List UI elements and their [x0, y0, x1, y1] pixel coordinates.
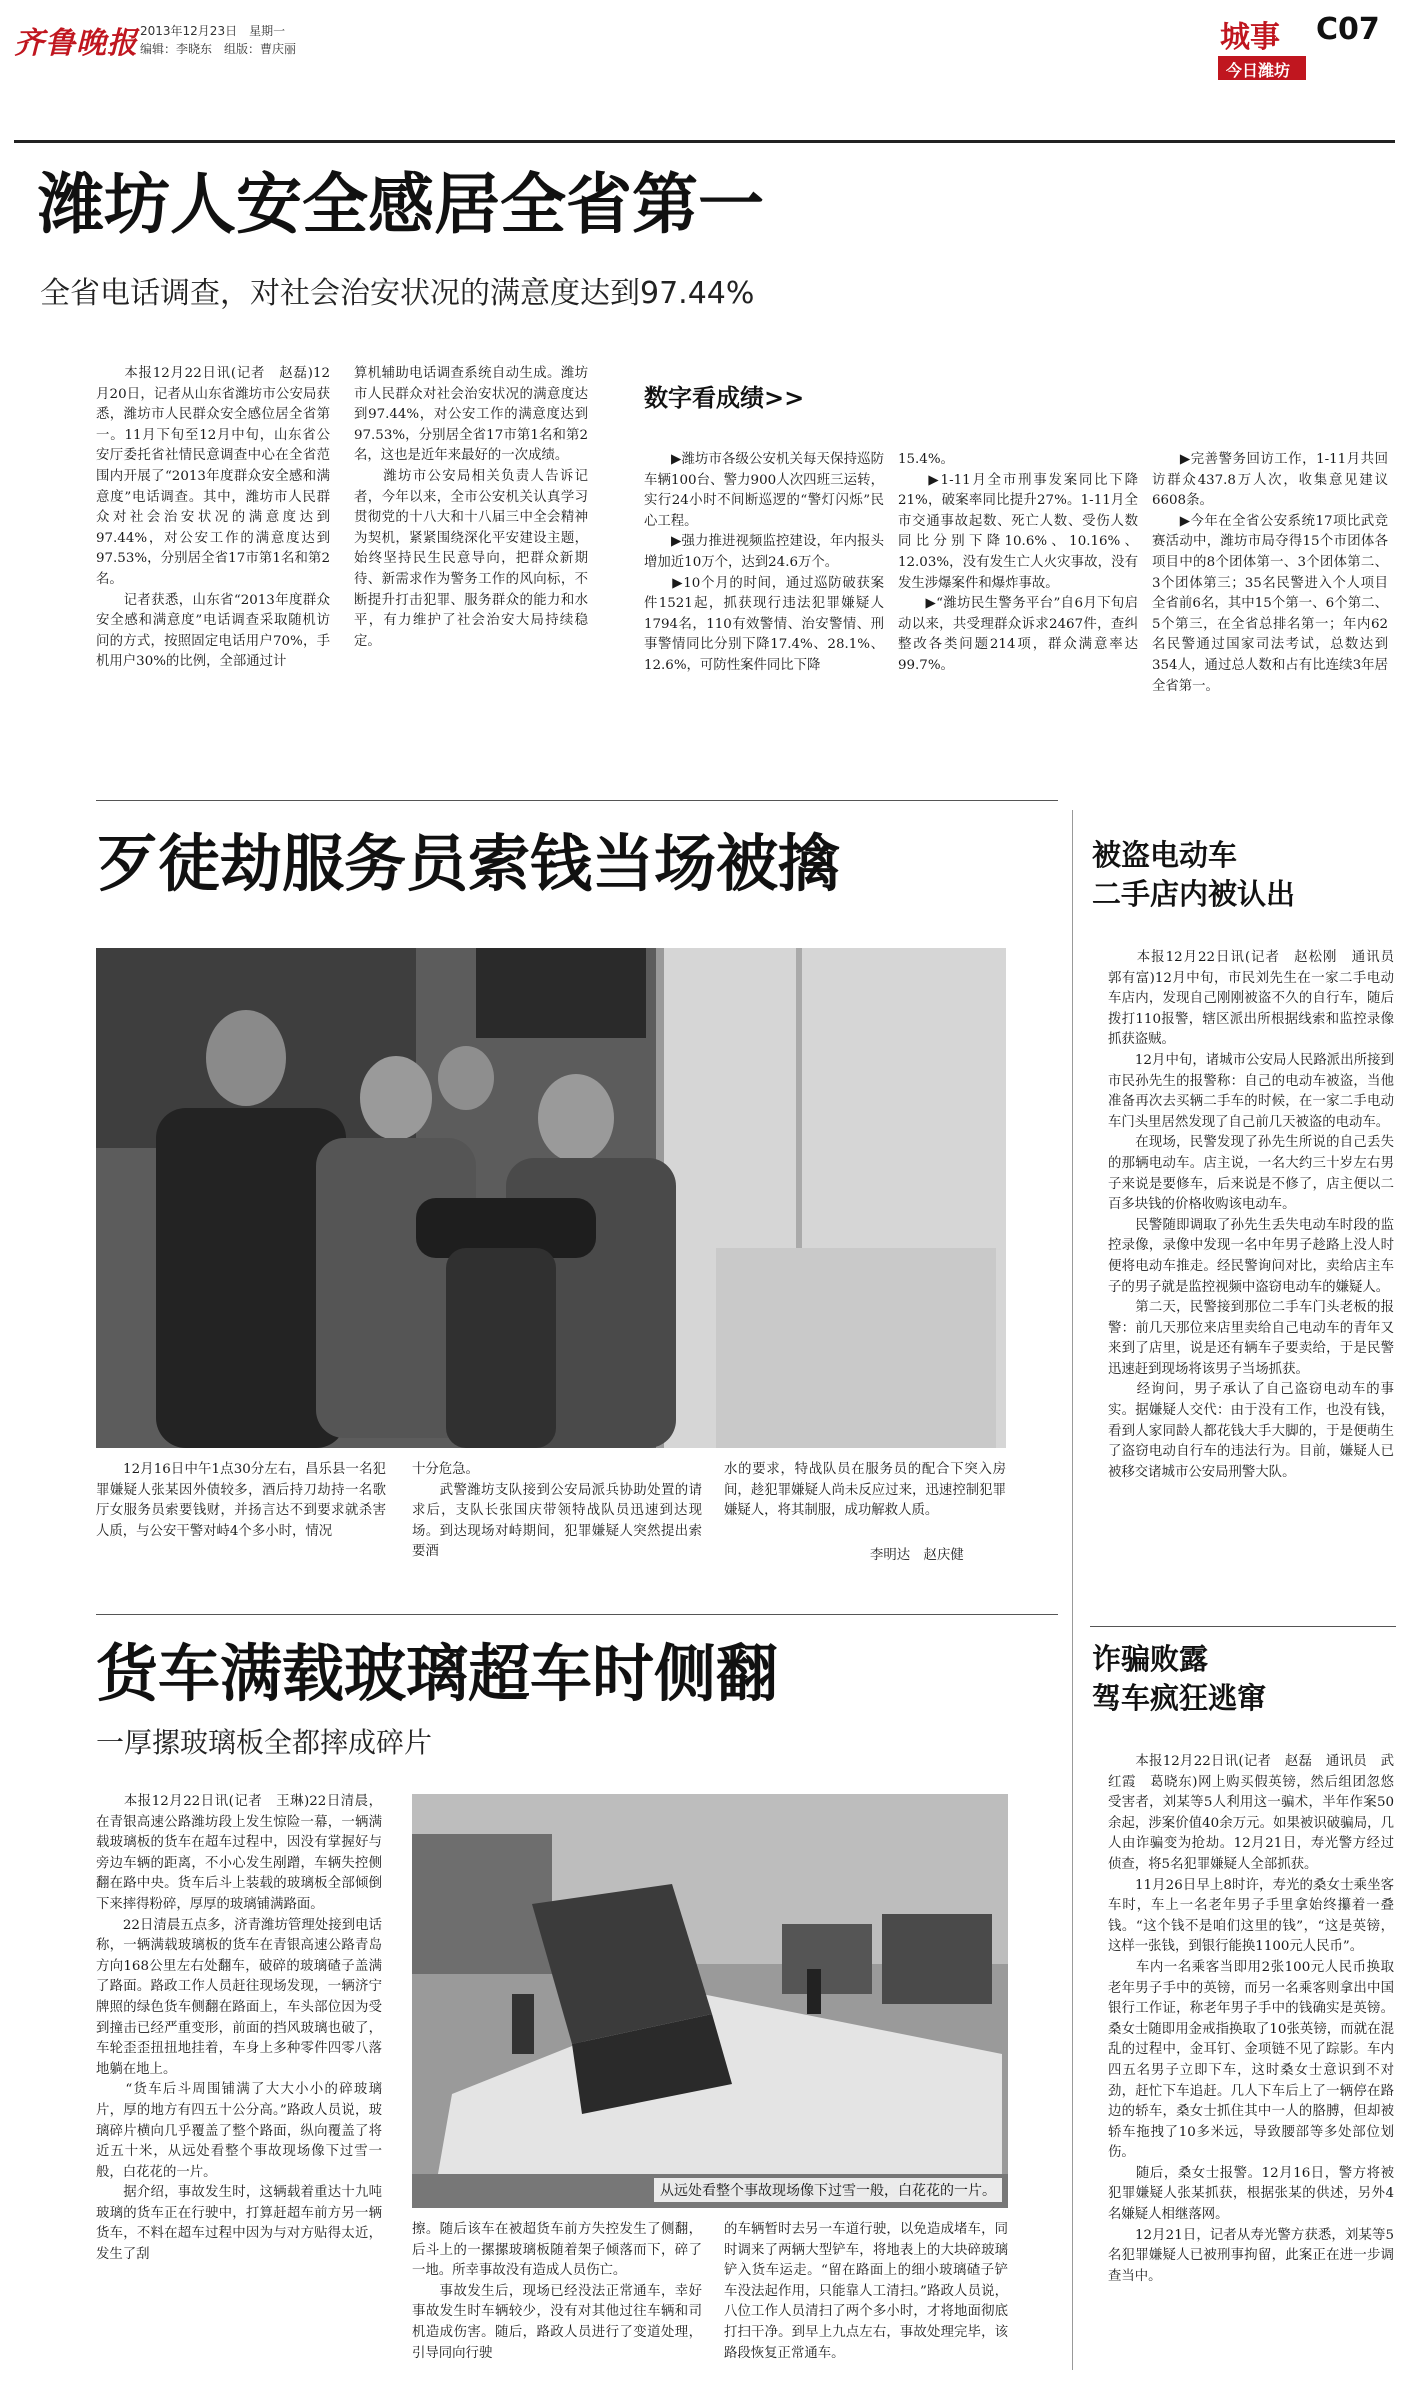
story5-column-3: 的车辆暂时去另一车道行驶，以免造成堵车，同时调来了两辆大型铲车，将地表上的大块碎玻璃铲入货车运走。“留在路面上的细小玻璃碴子铲车没法起作用，只能靠人工清扫。”路政人员说，八位工作人员清扫了两个多小时，才将地面彻底打扫干净。到早上九点左右，事故处理完毕，该路段恢复正常通车。: [724, 2222, 1008, 2361]
section-subtitle: 今日潍坊: [1226, 61, 1291, 80]
stats-box-title: 数字看成绩>>: [644, 384, 805, 412]
story1-column-1: 本报12月22日讯(记者 赵磊)12月20日，记者从山东省潍坊市公安局获悉，潍坊市人民群众安全感位居全省第一。11月下旬至12月中旬，山东省公安厅委托省社情民意调查中心在全省范围内开展了“2013年度群众安全感和满意度”电话调查。其中，潍坊市人民群众对社会治安状况的满意度达到97.44%，对公安工作的满意度达到97.53%，分别居全省17市第1名和第2名。 记者获悉，山东省“2013年度群众安全感和满意度”电话调查采取随机访问的方式，按照固定电话用户70%，手机用户30%的比例，全部通过计: [96, 366, 330, 670]
story1-headline: 潍坊人安全感居全省第一: [38, 166, 764, 243]
robbery-arrest-photo: [96, 948, 1006, 1448]
truck-accident-photo-image: [412, 1794, 1008, 2208]
story2-column-1: 12月16日中午1点30分左右，昌乐县一名犯罪嫌疑人张某因外债较多，酒后持刀劫持一名歌厅女服务员索要钱财，并扬言达不到要求就杀害人质，与公安干警对峙4个多小时，情况: [96, 1462, 386, 1539]
story2-byline: 李明达 赵庆健: [870, 1548, 964, 1563]
story1-subtitle: 全省电话调查，对社会治安状况的满意度达到97.44%: [40, 276, 755, 311]
story2-column-3: 水的要求，特战队员在服务员的配合下突入房间，趁犯罪嫌疑人尚未反应过来，迅速控制犯罪嫌疑人，将其制服，成功解救人质。: [724, 1462, 1006, 1519]
stats-box: [622, 364, 1396, 784]
masthead-rule: [14, 140, 1395, 143]
sidebar-rule: [1090, 1626, 1396, 1627]
story2-headline: 歹徒劫服务员索钱当场被擒: [96, 827, 841, 900]
story5-subtitle: 一厚摞玻璃板全都摔成碎片: [96, 1726, 433, 1759]
story4-headline: 诈骗败露 驾车疯狂逃窜: [1092, 1642, 1267, 1715]
stats-column-1: ▶潍坊市各级公安机关每天保持巡防车辆100台、警力900人次四班三运转，实行24小时不间断巡逻的“警灯闪烁”民心工程。 ▶强力推进视频监控建设，年内报头增加近10万个，达到24.6万个。 ▶10个月的时间，通过巡防破获案件1521起，抓获现行违法犯罪嫌疑人1794名，110有效警情、治安警情、刑事警情同比分别下降17.4%、28.1%、12.6%，可防性案件同比下降: [644, 452, 884, 673]
stats-column-2: 15.4%。 ▶1-11月全市刑事发案同比下降21%，破案率同比提升27%。1-11月全市交通事故起数、死亡人数、受伤人数同比分别下降10.6%、10.16%、12.03%，没有发生亡人火灾事故，没有发生涉爆案件和爆炸事故。 ▶“潍坊民生警务平台”自6月下旬启动以来，共受理群众诉求2467件，查纠整改各类问题214项，群众满意率达99.7%。: [898, 452, 1138, 673]
story1-column-2: 算机辅助电话调查系统自动生成。潍坊市人民群众对社会治安状况的满意度达到97.44%，对公安工作的满意度达到97.53%，分别居全省17市第1名和第2名，这也是近年来最好的一次成绩。 潍坊市公安局相关负责人告诉记者，今年以来，全市公安机关认真学习贯彻党的十八大和十八届三中全会精神为契机，紧紧围绕深化平安建设主题，始终坚持民生民意导向，把群众新期待、新需求作为警务工作的风向标，不断提升打击犯罪、服务群众的能力和水平，有力维护了社会治安大局持续稳定。: [354, 366, 588, 649]
newspaper-logo: 齐鲁晚报: [14, 26, 138, 61]
story2-column-2: 十分危急。 武警潍坊支队接到公安局派兵协助处置的请求后，支队长张国庆带领特战队员迅速到达现场。到达现场对峙期间，犯罪嫌疑人突然提出索要酒: [412, 1462, 702, 1560]
story1-bottom-rule: [96, 800, 1058, 801]
issue-date-line: [140, 22, 285, 39]
robbery-arrest-photo-image: [96, 948, 1006, 1448]
masthead: [0, 0, 1409, 95]
story2-bottom-rule: [96, 1614, 1058, 1615]
story5-column-1: 本报12月22日讯(记者 王琳)22日清晨，在青银高速公路潍坊段上发生惊险一幕，一辆满载玻璃板的货车在超车过程中，因没有掌握好与旁边车辆的距离，不小心发生剐蹭，车辆失控侧翻在路中央。货车后斗上装载的玻璃板全部倾倒下来摔得粉碎，厚厚的玻璃铺满路面。 22日清晨五点多，济青潍坊管理处接到电话称，一辆满载玻璃板的货车在青银高速公路青岛方向168公里左右处翻车，破碎的玻璃碴子盖满了路面。路政工作人员赶往现场发现，一辆济宁牌照的绿色货车侧翻在路面上，车头部位因为受到撞击已经严重变形，前面的挡风玻璃也破了，车轮歪歪扭扭地挂着，车身上多种零件四零八落地躺在地上。 “货车后斗周围铺满了大大小小的碎玻璃片，厚的地方有四五十公分高。”路政人员说，玻璃碎片横向几乎覆盖了整个路面，纵向覆盖了将近五十米，从远处看整个事故现场像下过雪一般，白花花的一片。 据介绍，事故发生时，这辆载着重达十九吨玻璃的货车正在行驶中，打算赶超车前方另一辆货车，不料在超车过程中因为与对方贴得太近，发生了刮: [96, 1794, 382, 2263]
page-number: C07: [1316, 12, 1380, 47]
story5-headline: 货车满载玻璃超车时侧翻: [96, 1637, 779, 1710]
section-name: 城事: [1220, 20, 1280, 55]
story5-column-2: 擦。随后该车在被超货车前方失控发生了侧翻，后斗上的一摞摞玻璃板随着架子倾落而下，碎了一地。所幸事故没有造成人员伤亡。 事故发生后，现场已经没法正常通车，幸好事故发生时车辆较少，没有对其他过往车辆和司机造成伤害。随后，路政人员进行了变道处理，引导同向行驶: [412, 2222, 702, 2361]
stats-column-3: ▶完善警务回访工作，1-11月共回访群众437.8万人次，收集意见建议6608条。 ▶今年在全省公安系统17项比武竞赛活动中，潍坊市局夺得15个市团体各项目中的8个团体第一、3个团体第二、3个团体第三；35名民警进入个人项目全省前6名，其中15个第一、6个第二、5个第三，在全省总排名第一；年内62名民警通过国家司法考试，总数达到354人，通过总人数和占有比连续3年居全省第一。: [1152, 452, 1388, 694]
issue-date: 2013年12月23日: [140, 24, 238, 38]
truck-accident-photo: [412, 1794, 1008, 2208]
issue-weekday: 星期一: [249, 24, 286, 38]
story3-body: 本报12月22日讯(记者 赵松刚 通讯员 郭有富)12月中旬，市民刘先生在一家二手电动车店内，发现自己刚刚被盗不久的自行车，随后拨打110报警，辖区派出所根据线索和监控录像抓获盗贼。 12月中旬，诸城市公安局人民路派出所接到市民孙先生的报警称：自己的电动车被盗，当他准备再次去买辆二手车的时候，在一家二手电动车门头里居然发现了自己前几天被盗的电动车。 在现场，民警发现了孙先生所说的自己丢失的那辆电动车。店主说，一名大约三十岁左右男子来说是要修车，后来说是不修了，店主便以二百多块钱的价格收购该电动车。 民警随即调取了孙先生丢失电动车时段的监控录像，录像中发现一名中年男子趁路上没人时便将电动车推走。经民警询问对比，卖给店主车子的男子就是监控视频中盗窃电动车的嫌疑人。 第二天，民警接到那位二手车门头老板的报警：前几天那位来店里卖给自己电动车的青年又来到了店里，说是还有辆车子要卖给，于是民警迅速赶到现场将该男子当场抓获。 经询问，男子承认了自己盗窃电动车的事实。据嫌疑人交代：由于没有工作，也没有钱，看到人家同龄人都花钱大手大脚的，于是便萌生了盗窃电动自行车的违法行为。目前，嫌疑人已被移交诸城市公安局刑警大队。: [1108, 950, 1394, 1480]
editor-credits: 编辑：李晓东 组版：曹庆丽: [140, 42, 297, 56]
truck-photo-caption: 从远处看整个事故现场像下过雪一般，白花花的一片。: [654, 2178, 1002, 2202]
sidebar-divider: [1072, 810, 1073, 2370]
story3-headline: 被盗电动车 二手店内被认出: [1092, 838, 1296, 911]
story4-body: 本报12月22日讯(记者 赵磊 通讯员 武红霞 葛晓东)网上购买假英镑，然后组团忽悠受害者，刘某等5人利用这一骗术，半年作案50余起，涉案价值40余万元。如果被识破骗局，几人由诈骗变为抢劫。12月21日，寿光警方经过侦查，将5名犯罪嫌疑人全部抓获。 11月26日早上8时许，寿光的桑女士乘坐客车时，车上一名老年男子手里拿始终攥着一叠钱。“这个钱不是咱们这里的钱”，“这是英镑，这样一张钱，到银行能换1100元人民币”。 车内一名乘客当即用2张100元人民币换取老年男子手中的英镑，而另一名乘客则拿出中国银行工作证，称老年男子手中的钱确实是英镑。桑女士随即用金戒指换取了10张英镑，而就在混乱的过程中，金耳钉、金项链不见了踪影。车内四五名男子立即下车，这时桑女士意识到不对劲，赶忙下车追赶。几人下车后上了一辆停在路边的轿车，桑女士抓住其中一人的胳膊，但却被轿车拖拽了10多米远，导致腰部等多处部位划伤。 随后，桑女士报警。12月16日，警方将被犯罪嫌疑人张某抓获，根据张某的供述，另外4名嫌疑人相继落网。 12月21日，记者从寿光警方获悉，刘某等5名犯罪嫌疑人已被刑事拘留，此案正在进一步调查当中。: [1108, 1754, 1394, 2284]
